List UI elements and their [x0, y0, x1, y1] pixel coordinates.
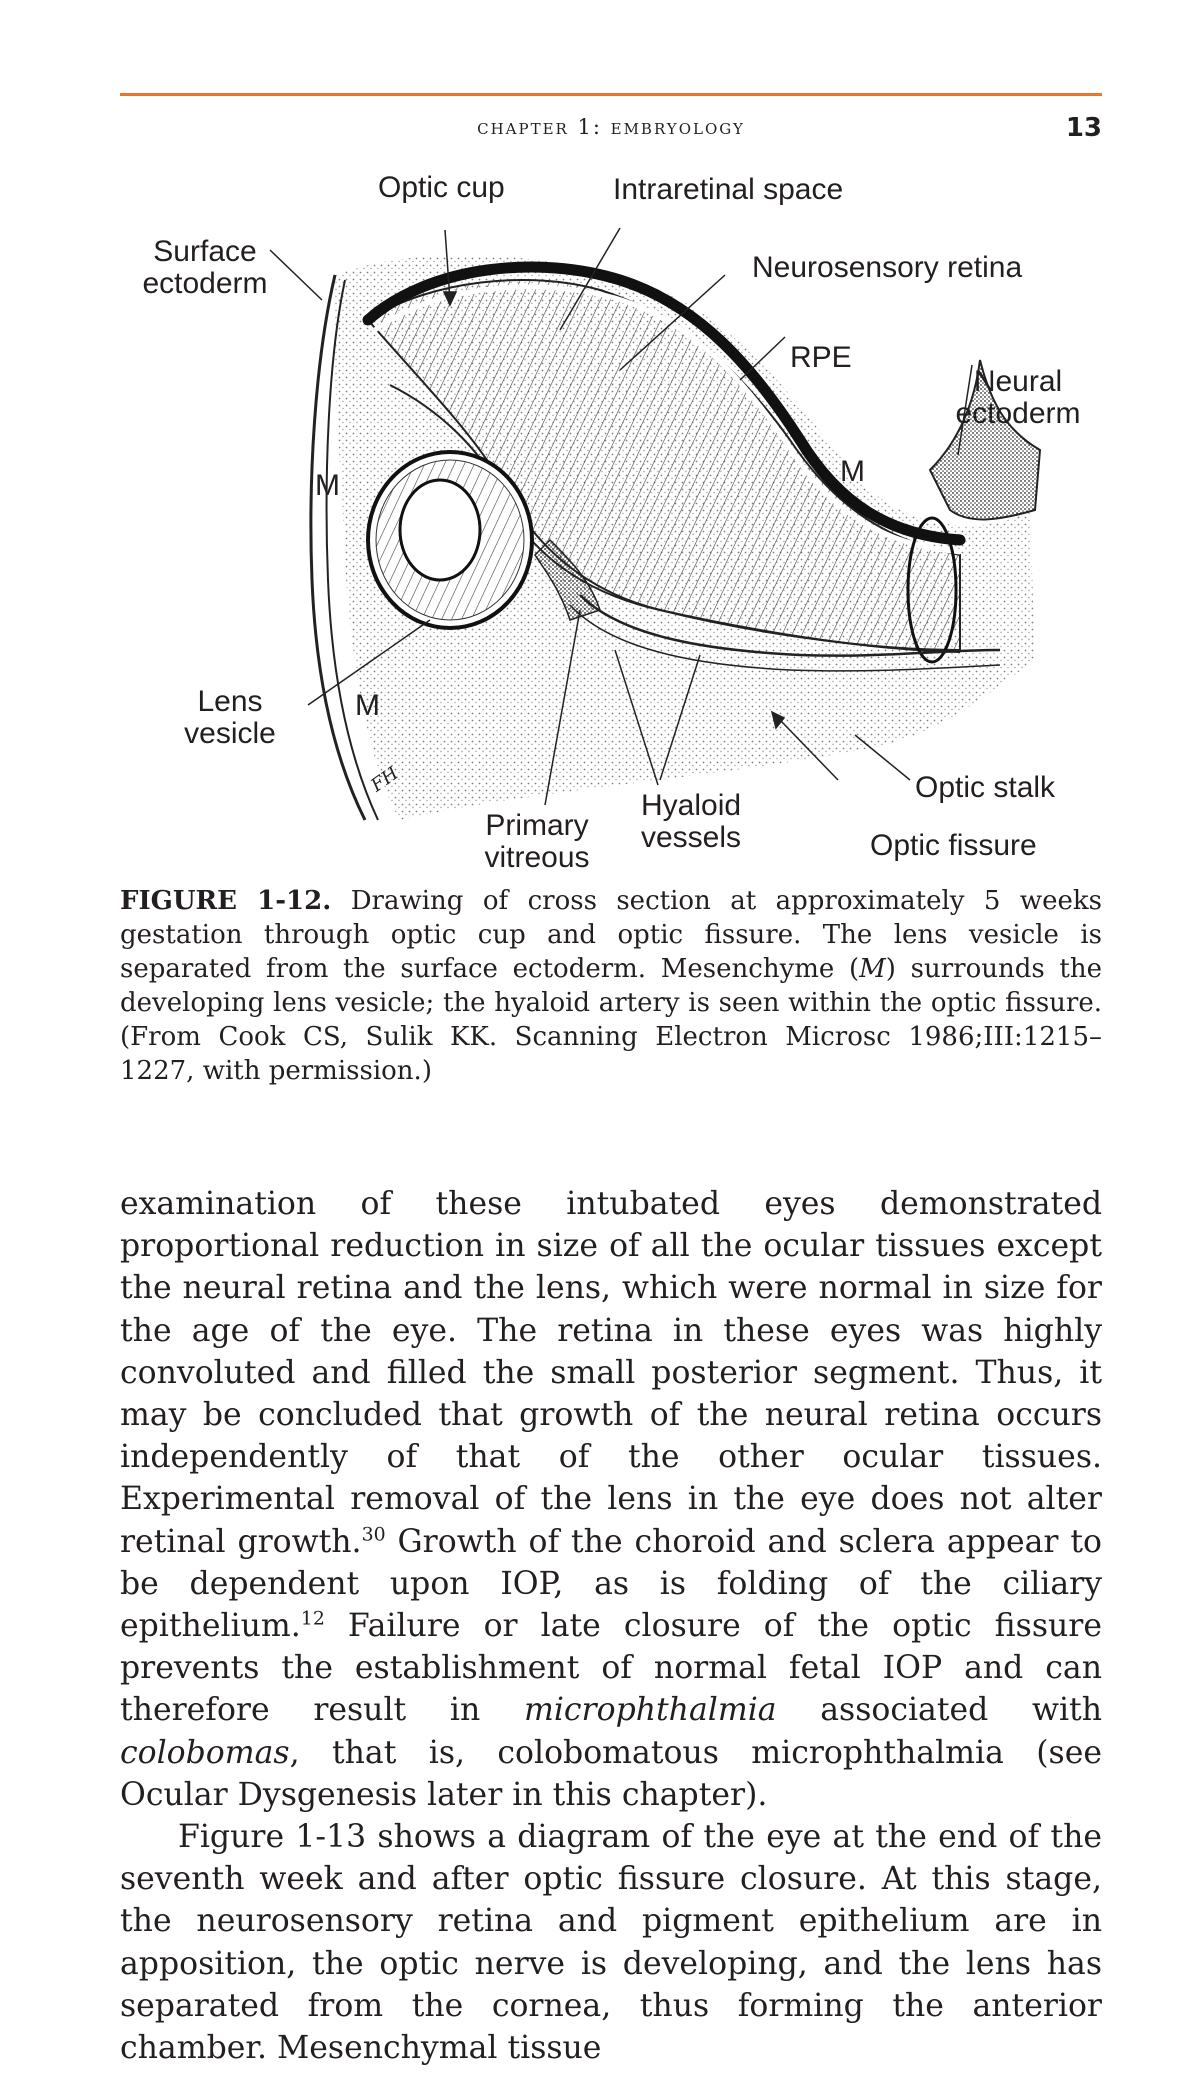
figure-caption: FIGURE 1-12. Drawing of cross section at approximately 5 weeks gestation through optic cup and optic fissure. The lens vesicle is separated from the surface ectoderm. Mesenchyme (M) surrounds the developing lens vesicle; the hyaloid artery is seen within the optic fissure. (From Cook CS, Sulik KK. Scanning Electron Microsc 1986;III:1215–1227, with permission.)	[120, 886, 1102, 1086]
figure-1-12	[100, 171, 1110, 880]
label-intraretinal-space: Intraretinal space	[613, 173, 844, 206]
label-hyaloid-vessels: Hyaloid vessels	[641, 789, 742, 854]
illustrator-signature: FH	[367, 763, 403, 797]
page-number: 13	[1065, 113, 1102, 143]
label-mesenchyme: M	[840, 455, 865, 488]
label-optic-stalk: Optic stalk	[915, 771, 1056, 804]
paragraph: Figure 1-13 shows a diagram of the eye at the end of the seventh week and after optic fissure closure. At this stage, the neurosensory retina and pigment epithelium are in apposition, the optic nerve is developing, and the lens has separated from the cornea, thus forming the anterior chamber. Mesenchymal tissue	[120, 1819, 1102, 2067]
label-surface-ectoderm: Surface ectoderm	[142, 235, 268, 300]
label-neural-ectoderm: Neural ectoderm	[955, 365, 1081, 430]
label-optic-cup: Optic cup	[378, 171, 505, 204]
chapter-title: chapter 1: embryology	[477, 115, 745, 139]
body-text	[120, 1183, 1102, 2069]
header-rule	[120, 93, 1102, 96]
label-mesenchyme: M	[315, 469, 340, 502]
figure-label: FIGURE 1-12.	[120, 886, 332, 916]
reference: 12	[300, 1607, 325, 1630]
lens-lumen	[400, 480, 480, 580]
label-primary-vitreous: Primary vitreous	[484, 809, 590, 874]
reference: 30	[361, 1523, 386, 1546]
label-lens-vesicle: Lens vesicle	[184, 685, 276, 750]
label-mesenchyme: M	[355, 689, 380, 722]
running-head	[120, 113, 1102, 143]
label-optic-fissure: Optic fissure	[870, 829, 1037, 862]
paragraph: examination of these intubated eyes demonstrated proportional reduction in size of all the ocular tissues except the neural retina and the lens, which were normal in size for the age of the eye. The retina in these eyes was highly convoluted and filled the small posterior segment. Thus, it may be concluded that growth of the neural retina occurs independently of that of the other ocular tissues. Experimental removal of the lens in the eye does not alter retinal growth.$^{30}$ Growth of the choroid and sclera appear to be dependent upon IOP, as is folding of the ciliary epithelium.$^{12}$ Failure or late closure of the optic fissure prevents the establishment of normal fetal IOP and can therefore result in microphthalmia associated with colobomas, that is, colobomatous microphthalmia (see Ocular Dysgenesis later in this chapter).	[120, 1186, 1102, 1813]
label-neurosensory-retina: Neurosensory retina	[752, 251, 1023, 284]
label-rpe: RPE	[790, 341, 852, 374]
